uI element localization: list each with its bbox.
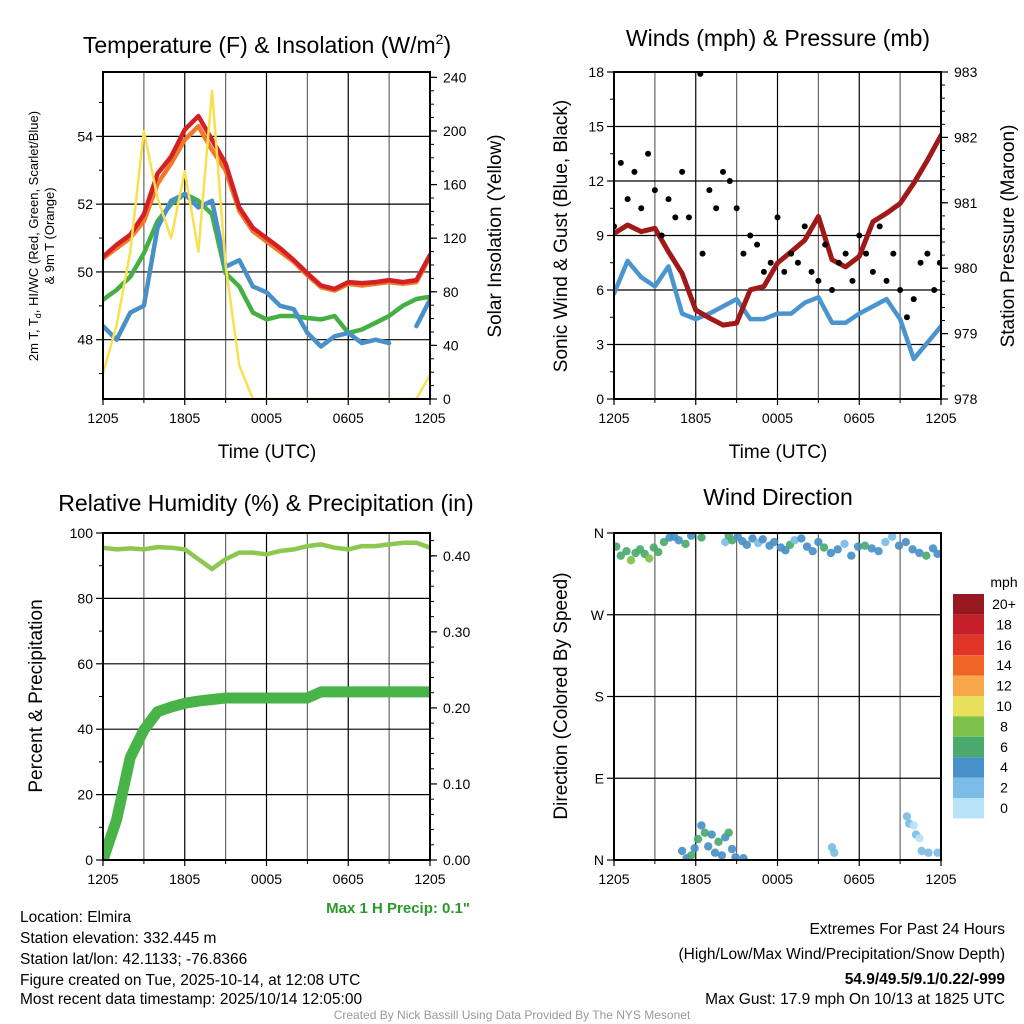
y-tick-label: S: [594, 688, 604, 705]
max-precip-annotation: Max 1 H Precip: 0.1": [326, 900, 470, 917]
y-tick-label: 48: [77, 331, 93, 348]
station-info: [20, 909, 362, 1008]
gust-point: [809, 269, 815, 275]
legend-swatch: [953, 635, 984, 655]
gust-point: [829, 287, 835, 293]
wind-direction-point: [770, 538, 778, 546]
wind-direction-point: [840, 540, 848, 548]
temperature-x-label: Time (UTC): [217, 442, 317, 463]
humidity-panel-title: Relative Humidity (%) & Precipitation (in): [58, 490, 474, 516]
x-tick-label: 0605: [332, 871, 364, 887]
y-right-tick-label: 981: [954, 194, 978, 211]
figure-created-text: Figure created on Tue, 2025-10-14, at 12:08 UTC: [20, 972, 361, 989]
x-tick-label: 1805: [680, 410, 712, 426]
elevation-text: Station elevation: 332.445 m: [20, 930, 217, 947]
gust-point: [645, 151, 651, 157]
wind-direction-point: [874, 547, 882, 555]
y-right-tick-label: 40: [443, 337, 459, 354]
gust-point: [700, 251, 706, 257]
gust-point: [720, 169, 726, 175]
wind-direction-point: [910, 821, 918, 829]
wind-direction-point: [697, 533, 705, 541]
wind-direction-point: [622, 547, 630, 555]
gust-point: [856, 233, 862, 239]
wind-direction-point: [830, 849, 838, 857]
direction-y-label: Direction (Colored By Speed): [551, 572, 572, 820]
x-tick-label: 1205: [414, 410, 446, 426]
y-right-tick-label: 160: [443, 176, 467, 193]
gust-point: [747, 233, 753, 239]
wind-direction-point: [881, 538, 889, 546]
y-tick-label: 15: [588, 118, 604, 135]
y-tick-label: 52: [77, 196, 93, 213]
temperature-y-label-line1: 2m T, $T_d$, HI/WC (Red, Green, Scarlet/Blue): [26, 110, 43, 362]
legend-label: 16: [996, 636, 1012, 653]
wind-direction-point: [724, 829, 732, 837]
gust-point: [781, 269, 787, 275]
gust-point: [768, 260, 774, 266]
gust-point: [666, 196, 672, 202]
gust-point: [775, 214, 781, 220]
temperature-panel: [77, 69, 466, 426]
x-tick-label: 1205: [87, 410, 119, 426]
wind-direction-point: [694, 835, 702, 843]
x-tick-label: 1205: [598, 410, 630, 426]
legend-swatch: [953, 614, 984, 634]
wind-direction-panel-title: Wind Direction: [703, 484, 853, 510]
gust-point: [734, 205, 740, 211]
legend-swatch: [953, 798, 984, 818]
x-tick-label: 1205: [925, 871, 957, 887]
y-right-tick-label: 978: [954, 391, 978, 407]
wind-direction-point: [759, 535, 767, 543]
legend-swatch: [953, 676, 984, 696]
x-tick-label: 0605: [843, 871, 875, 887]
gust-point: [836, 260, 842, 266]
y-tick-label: 50: [77, 263, 93, 280]
wind-direction-point: [728, 845, 736, 853]
gust-point: [870, 269, 876, 275]
max-gust-text: Max Gust: 17.9 mph On 10/13 at 1825 UTC: [705, 991, 1005, 1008]
y-tick-label: 0: [85, 852, 93, 868]
y-tick-label: 18: [588, 64, 604, 80]
legend-label: 2: [1000, 779, 1008, 796]
gust-point: [713, 205, 719, 211]
y-right-tick-label: 200: [443, 122, 467, 139]
y-tick-label: E: [594, 770, 604, 787]
y-tick-label: N: [593, 852, 604, 868]
gust-point: [795, 260, 801, 266]
y-right-tick-label: 0: [443, 391, 451, 407]
gust-point: [918, 260, 924, 266]
legend-label: 6: [1000, 738, 1008, 755]
y-right-tick-label: 982: [954, 129, 978, 146]
x-tick-label: 1805: [680, 871, 712, 887]
y-tick-label: 6: [596, 282, 604, 298]
gust-point: [911, 296, 917, 302]
y-tick-label: W: [590, 606, 604, 623]
wind-direction-point: [704, 842, 712, 850]
gust-point: [884, 278, 890, 284]
wind-direction-point: [924, 849, 932, 857]
extremes-title: Extremes For Past 24 Hours: [809, 921, 1005, 938]
gust-point: [679, 169, 685, 175]
x-tick-label: 1205: [414, 871, 446, 887]
y-tick-label: 40: [77, 721, 93, 738]
temperature-y-label-line2: & 9m T (Orange): [42, 187, 57, 285]
legend-label: 12: [996, 677, 1012, 694]
legend-label: 4: [1000, 759, 1008, 776]
data-timestamp-text: Most recent data timestamp: 2025/10/14 12:05:00: [20, 991, 363, 1008]
legend-swatch: [953, 655, 984, 675]
gust-point: [904, 314, 910, 320]
wind-direction-point: [687, 851, 695, 859]
y-right-tick-label: 0.20: [443, 699, 471, 716]
y-tick-label: 100: [69, 525, 93, 541]
legend-swatch: [953, 696, 984, 716]
wind-direction-point: [645, 554, 653, 562]
legend-swatch: [953, 778, 984, 798]
wind-direction-point: [627, 556, 635, 564]
humidity-y-label: Percent & Precipitation: [26, 599, 47, 793]
wind-direction-point: [808, 547, 816, 555]
pressure-y-label: Station Pressure (Maroon): [998, 124, 1019, 348]
gust-point: [931, 287, 937, 293]
legend-swatch: [953, 757, 984, 777]
humidity-panel: [70, 525, 471, 887]
gust-point: [631, 169, 637, 175]
gust-point: [652, 187, 658, 193]
extremes-block: [679, 921, 1006, 1008]
legend-title: mph: [990, 574, 1018, 590]
gust-point: [890, 251, 896, 257]
x-tick-label: 1205: [925, 410, 957, 426]
x-tick-label: 0005: [250, 871, 283, 887]
y-right-tick-label: 980: [954, 260, 978, 277]
wind-direction-point: [903, 812, 911, 820]
gust-point: [788, 251, 794, 257]
solar-y-label: Solar Insolation (Yellow): [485, 134, 506, 338]
direction-panel: [591, 525, 957, 887]
gust-point: [761, 269, 767, 275]
y-tick-label: 80: [77, 590, 93, 607]
x-tick-label: 0005: [250, 410, 283, 426]
x-tick-label: 0005: [761, 410, 794, 426]
credit-text: Created By Nick Bassill Using Data Provided By The NYS Mesonet: [333, 1008, 691, 1022]
wind-direction-point: [743, 541, 751, 549]
legend-label: 0: [1000, 800, 1008, 816]
wind-direction-point: [697, 821, 705, 829]
y-right-tick-label: 120: [443, 230, 467, 247]
wind-direction-point: [820, 543, 828, 551]
wind-direction-point: [654, 548, 662, 556]
gust-point: [672, 214, 678, 220]
legend-swatch: [953, 737, 984, 757]
y-right-tick-label: 979: [954, 325, 978, 342]
latlon-text: Station lat/lon: 42.1133; -76.8366: [20, 951, 248, 968]
wind-direction-point: [902, 538, 910, 546]
y-tick-label: N: [593, 525, 604, 541]
gust-point: [706, 187, 712, 193]
extremes-subtitle: (High/Low/Max Wind/Precipitation/Snow Depth): [678, 946, 1005, 963]
temperature-panel-title: Temperature (F) & Insolation $(W/m^2)$: [82, 31, 452, 58]
x-tick-label: 1805: [169, 871, 201, 887]
legend-label: 14: [996, 657, 1012, 674]
x-tick-label: 0605: [332, 410, 364, 426]
legend-label: 20+: [992, 596, 1016, 612]
y-right-tick-label: 80: [443, 283, 459, 300]
winds-panel: [588, 64, 977, 426]
speed-legend: [953, 594, 1016, 818]
legend-swatch: [953, 594, 984, 614]
wind-direction-point: [922, 552, 930, 560]
gust-point: [618, 160, 624, 166]
y-tick-label: 9: [596, 227, 604, 244]
gust-point: [822, 242, 828, 248]
gust-point: [863, 251, 869, 257]
y-tick-label: 0: [596, 391, 604, 407]
y-right-tick-label: 983: [954, 64, 978, 80]
gust-point: [727, 178, 733, 184]
wind-direction-point: [915, 834, 923, 842]
gust-point: [740, 251, 746, 257]
wind-direction-point: [739, 854, 747, 862]
wind-direction-point: [847, 552, 855, 560]
x-tick-label: 1205: [598, 871, 630, 887]
legend-label: 10: [996, 698, 1012, 714]
gust-point: [877, 223, 883, 229]
gust-point: [659, 233, 665, 239]
y-right-tick-label: 240: [443, 69, 467, 86]
winds-x-label: Time (UTC): [728, 442, 828, 463]
y-tick-label: 20: [77, 786, 93, 803]
y-tick-label: 54: [77, 128, 93, 145]
wind-direction-point: [797, 534, 805, 542]
x-tick-label: 0005: [761, 871, 794, 887]
gust-point: [815, 278, 821, 284]
gust-point: [754, 242, 760, 248]
y-tick-label: 12: [588, 173, 604, 189]
x-tick-label: 1805: [169, 410, 201, 426]
wind-direction-point: [707, 830, 715, 838]
y-right-tick-label: 0.10: [443, 775, 471, 792]
wind-direction-point: [833, 545, 841, 553]
y-tick-label: 60: [77, 655, 93, 672]
gust-point: [638, 205, 644, 211]
wind-y-label: Sonic Wind & Gust (Blue, Black): [551, 99, 572, 373]
gust-point: [802, 223, 808, 229]
wind-direction-point: [678, 847, 686, 855]
wind-direction-point: [681, 540, 689, 548]
location-text: Location: Elmira: [20, 909, 132, 926]
y-tick-label: 3: [596, 336, 604, 353]
x-tick-label: 1205: [87, 871, 119, 887]
legend-label: 18: [996, 616, 1012, 633]
legend-swatch: [953, 716, 984, 736]
gust-point: [843, 251, 849, 257]
y-right-tick-label: 0.40: [443, 547, 471, 564]
gust-point: [924, 251, 930, 257]
gust-point: [849, 278, 855, 284]
wind-direction-point: [690, 844, 698, 852]
legend-label: 8: [1000, 718, 1008, 735]
extremes-values: 54.9/49.5/9.1/0.22/-999: [844, 971, 1005, 988]
y-right-tick-label: 0.30: [443, 623, 471, 640]
y-right-tick-label: 0.00: [443, 852, 471, 868]
gust-point: [897, 287, 903, 293]
gust-point: [625, 196, 631, 202]
gust-point: [686, 214, 692, 220]
winds-panel-title: Winds (mph) & Pressure (mb): [625, 25, 931, 51]
wind-direction-point: [718, 851, 726, 859]
x-tick-label: 0605: [843, 410, 875, 426]
